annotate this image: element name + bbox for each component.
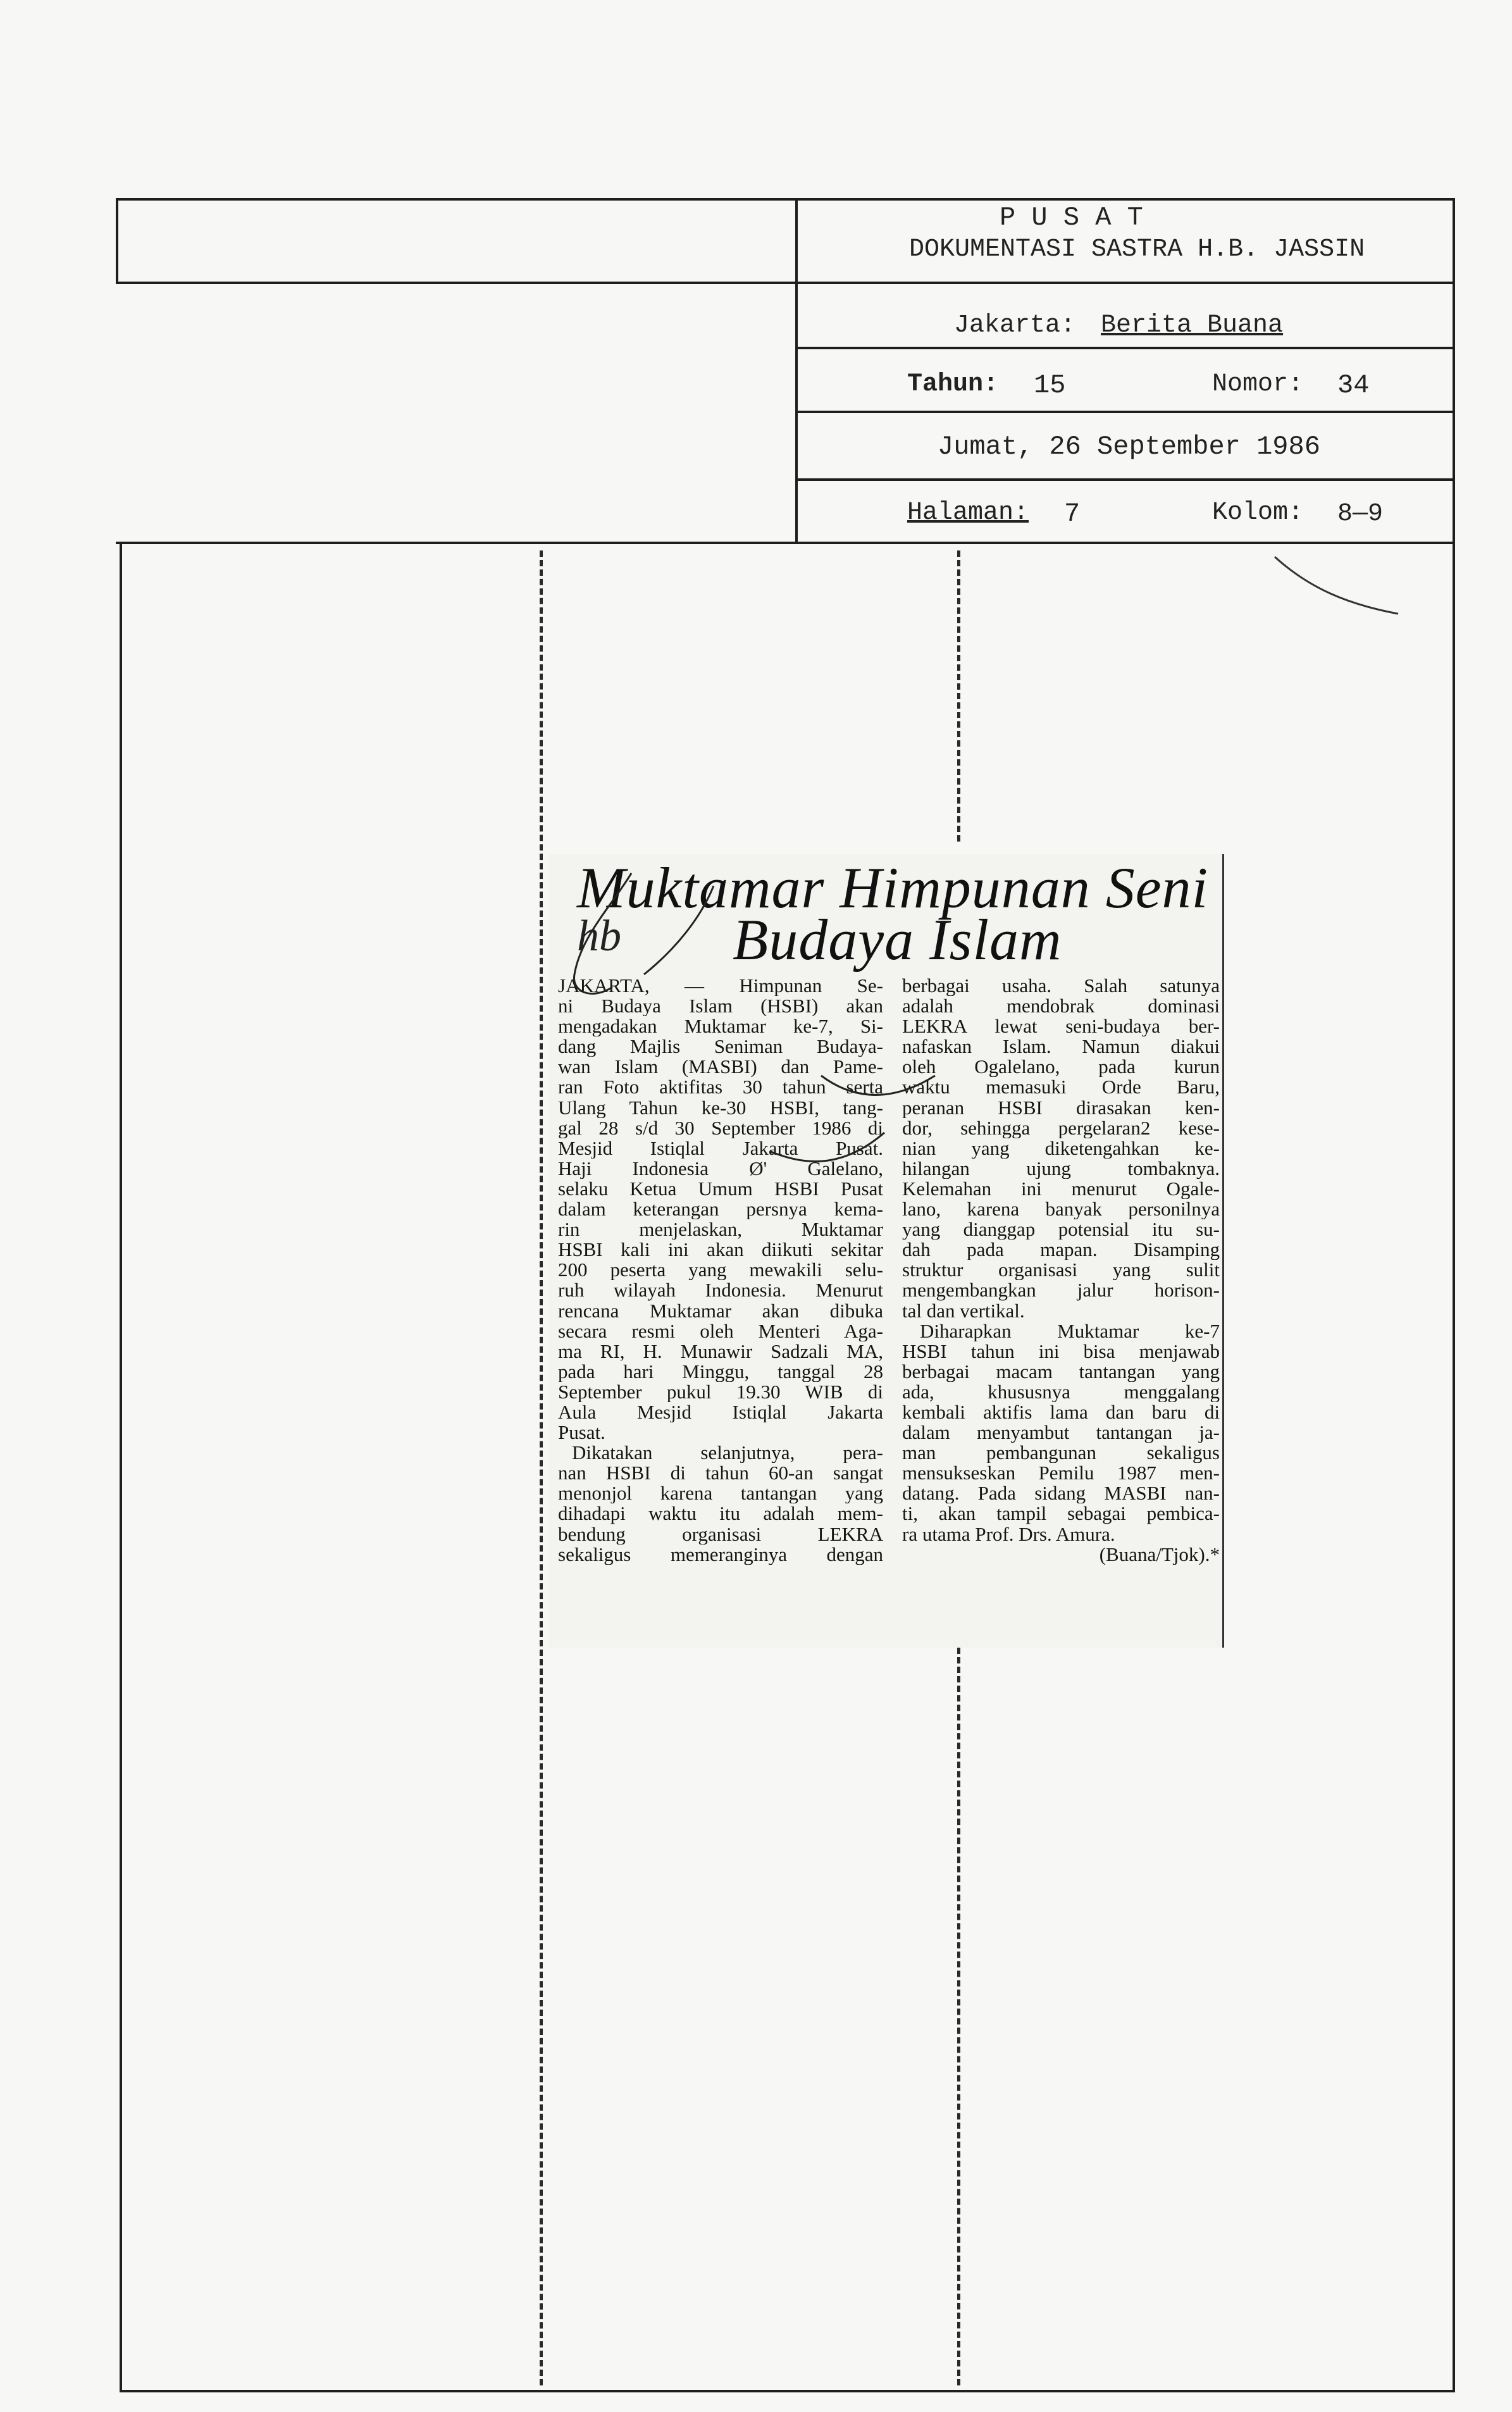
text-line: adalah mendobrak dominasi — [902, 996, 1220, 1017]
text-line: 200 peserta yang mewakili selu- — [558, 1260, 883, 1281]
text-line: dihadapi waktu itu adalah mem- — [558, 1503, 883, 1524]
text-line: menonjol karena tantangan yang — [558, 1483, 883, 1504]
text-line: JAKARTA, — Himpunan Se- — [558, 976, 883, 997]
text-line: datang. Pada sidang MASBI nan- — [902, 1483, 1220, 1504]
row-line-3 — [795, 411, 1455, 413]
text-line: ruh wilayah Indonesia. Menurut — [558, 1280, 883, 1301]
text-line: berbagai usaha. Salah satunya — [902, 976, 1220, 997]
source-label: Jakarta: — [954, 311, 1076, 340]
text-line: struktur organisasi yang sulit — [902, 1260, 1220, 1281]
text-line: mengembangkan jalur horison- — [902, 1280, 1220, 1301]
text-line: dalam menyambut tantangan ja- — [902, 1422, 1220, 1443]
text-line: mensukseskan Pemilu 1987 men- — [902, 1463, 1220, 1484]
form-divider — [795, 198, 798, 544]
text-line: yang dianggap potensial itu su- — [902, 1219, 1220, 1240]
form-border-right — [1453, 198, 1455, 544]
text-line: ti, akan tampil sebagai pembica- — [902, 1503, 1220, 1524]
pen-stroke — [1272, 544, 1404, 620]
text-line: dah pada mapan. Disamping — [902, 1240, 1220, 1260]
nomor-value: 34 — [1337, 370, 1370, 401]
kolom-value: 8—9 — [1337, 500, 1384, 528]
text-line: nan HSBI di tahun 60-an sangat — [558, 1463, 883, 1484]
text-line: Kelemahan ini menurut Ogale- — [902, 1178, 1220, 1200]
text-line: rencana Muktamar akan dibuka — [558, 1300, 883, 1321]
tahun-value: 15 — [1034, 370, 1066, 401]
source-value: Berita Buana — [1101, 311, 1284, 340]
text-line: (Buana/Tjok).* — [1099, 1544, 1220, 1565]
text-line: Pusat. — [558, 1422, 605, 1443]
text-line: peranan HSBI dirasakan ken- — [902, 1097, 1220, 1118]
text-line: Haji Indonesia Ø' Galelano, — [558, 1158, 883, 1179]
text-line: nafaskan Islam. Namun diakui — [902, 1036, 1220, 1057]
text-line: lano, karena banyak personilnya — [902, 1199, 1220, 1220]
text-line: ran Foto aktifitas 30 tahun serta — [558, 1077, 883, 1098]
text-line: kembali aktifis lama dan baru di — [902, 1402, 1220, 1423]
tahun-label: Tahun: — [907, 370, 999, 399]
text-line: Dikatakan selanjutnya, pera- — [572, 1443, 883, 1464]
text-line: dalam keterangan persnya kema- — [558, 1199, 883, 1220]
text-line: ni Budaya Islam (HSBI) akan — [558, 996, 883, 1017]
text-line: oleh Ogalelano, pada kurun — [902, 1057, 1220, 1078]
text-line: ma RI, H. Munawir Sadzali MA, — [558, 1341, 883, 1362]
form-border-top — [116, 198, 1455, 201]
date-value: Jumat, 26 September 1986 — [938, 432, 1320, 462]
body-border-top — [116, 542, 1455, 544]
column-guide-right — [957, 550, 960, 842]
text-line: mengadakan Muktamar ke-7, Si- — [558, 1016, 883, 1037]
text-line: gal 28 s/d 30 September 1986 di — [558, 1117, 883, 1138]
body-border-right — [1453, 542, 1455, 2392]
form-border-leftbox-bottom — [116, 282, 798, 284]
text-line: dor, sehingga pergelaran2 kese- — [902, 1117, 1220, 1138]
halaman-value: 7 — [1064, 499, 1081, 529]
column-guide-left — [540, 550, 543, 2385]
text-line: Ulang Tahun ke-30 HSBI, tang- — [558, 1097, 883, 1118]
text-line: pada hari Minggu, tanggal 28 — [558, 1361, 883, 1382]
body-border-left — [120, 542, 122, 2392]
halaman-label: Halaman: — [907, 499, 1029, 527]
text-line: September pukul 19.30 WIB di — [558, 1381, 883, 1402]
text-line: hilangan ujung tombaknya. — [902, 1158, 1220, 1179]
form-border-left — [116, 198, 118, 284]
text-line: man pembangunan sekaligus — [902, 1443, 1220, 1464]
body-border-bottom — [120, 2390, 1455, 2392]
handwritten-signature — [555, 867, 998, 1196]
kolom-label: Kolom: — [1212, 499, 1304, 527]
text-line: ra utama Prof. Drs. Amura. — [902, 1524, 1115, 1545]
row-line-1 — [795, 282, 1455, 284]
text-line: Mesjid Istiqlal Jakarta Pusat. — [558, 1138, 883, 1159]
text-line: wan Islam (MASBI) dan Pame- — [558, 1057, 883, 1078]
text-line: bendung organisasi LEKRA — [558, 1524, 883, 1545]
archive-name-line1: P U S A T — [1000, 202, 1143, 233]
row-line-4 — [795, 478, 1455, 481]
column-guide-right-lower — [957, 1648, 960, 2385]
newspaper-clipping — [549, 854, 1224, 1648]
text-line: selaku Ketua Umum HSBI Pusat — [558, 1178, 883, 1200]
text-line: nian yang diketengahkan ke- — [902, 1138, 1220, 1159]
text-line: ada, khususnya menggalang — [902, 1381, 1220, 1402]
nomor-label: Nomor: — [1212, 370, 1304, 399]
text-line: Aula Mesjid Istiqlal Jakarta — [558, 1402, 883, 1423]
headline-line2: Budaya Islam — [733, 907, 1062, 972]
text-line: dang Majlis Seniman Budaya- — [558, 1036, 883, 1057]
text-line: sekaligus memeranginya dengan — [558, 1544, 883, 1565]
row-line-2 — [795, 347, 1455, 349]
margin-initials: hb — [577, 912, 621, 960]
text-line: LEKRA lewat seni-budaya ber- — [902, 1016, 1220, 1037]
text-line: waktu memasuki Orde Baru, — [902, 1077, 1220, 1098]
text-line: HSBI kali ini akan diikuti sekitar — [558, 1240, 883, 1260]
text-line: secara resmi oleh Menteri Aga- — [558, 1321, 883, 1341]
archive-name-line2: DOKUMENTASI SASTRA H.B. JASSIN — [909, 235, 1365, 264]
text-line: tal dan vertikal. — [902, 1300, 1025, 1321]
text-line: Diharapkan Muktamar ke-7 — [920, 1321, 1220, 1341]
text-line: berbagai macam tantangan yang — [902, 1361, 1220, 1382]
text-line: rin menjelaskan, Muktamar — [558, 1219, 883, 1240]
text-line: HSBI tahun ini bisa menjawab — [902, 1341, 1220, 1362]
headline-line1: Muktamar Himpunan Seni — [577, 855, 1209, 920]
